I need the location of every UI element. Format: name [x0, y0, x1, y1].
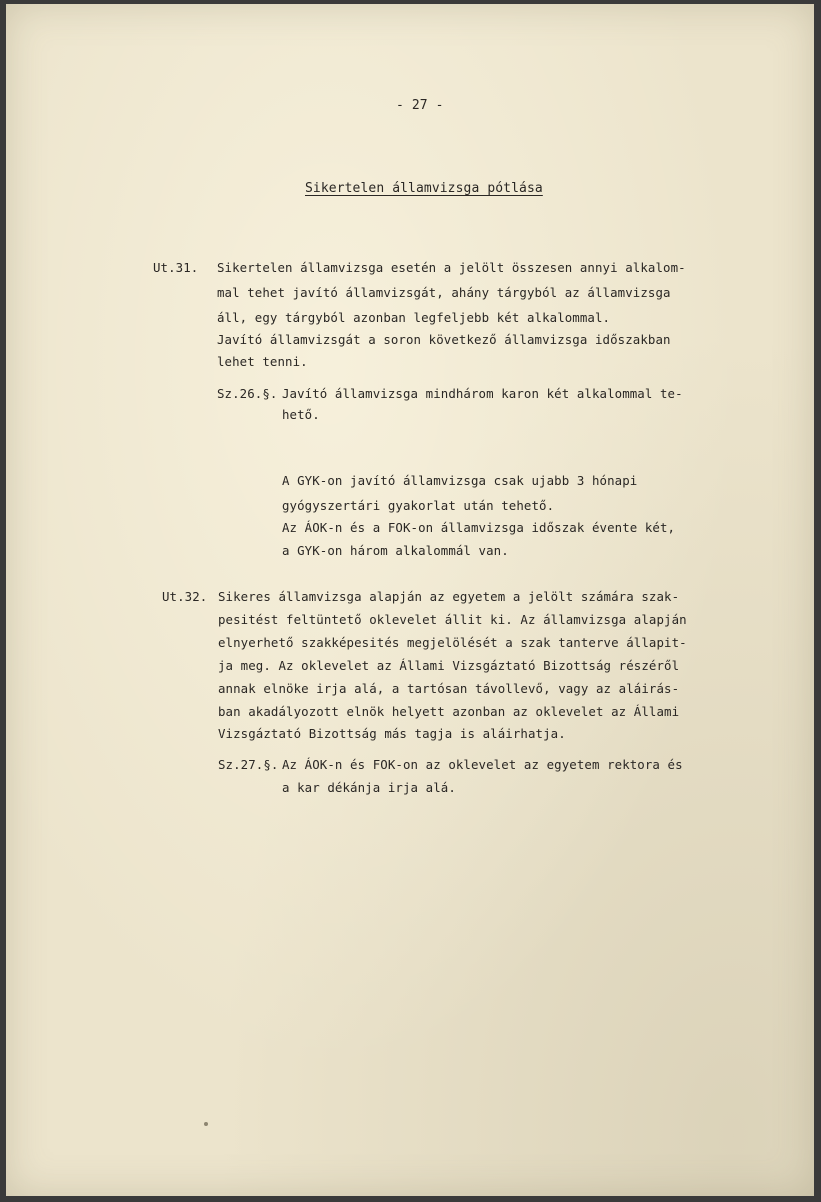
- paragraph-line: Sikertelen államvizsga esetén a jelölt összesen annyi alkalom-: [217, 260, 686, 275]
- paragraph-line: a kar dékánja irja alá.: [282, 780, 456, 795]
- paragraph-line: mal tehet javító államvizsgát, ahány tárgyból az államvizsga: [217, 285, 671, 300]
- section-ref-sz26: Sz.26.§.: [217, 386, 278, 401]
- document-page: [6, 4, 814, 1196]
- ink-speck: [204, 1122, 208, 1126]
- note-line: gyógyszertári gyakorlat után tehető.: [282, 498, 555, 513]
- page-title: Sikertelen államvizsga pótlása: [305, 181, 543, 196]
- paragraph-line: Sikeres államvizsga alapján az egyetem a jelölt számára szak-: [218, 589, 680, 604]
- paragraph-line: lehet tenni.: [217, 354, 308, 369]
- paragraph-line: Javító államvizsgát a soron következő államvizsga időszakban: [217, 332, 671, 347]
- paragraph-line: Az ÁOK-n és FOK-on az oklevelet az egyetem rektora és: [282, 757, 683, 772]
- paragraph-line: annak elnöke irja alá, a tartósan távollevő, vagy az aláirás-: [218, 681, 680, 696]
- section-ref-ut31: Ut.31.: [153, 260, 199, 275]
- note-line: Az ÁOK-n és a FOK-on államvizsga időszak évente két,: [282, 520, 676, 535]
- section-ref-ut32: Ut.32.: [162, 589, 208, 604]
- note-line: a GYK-on három alkalommál van.: [282, 543, 509, 558]
- paragraph-line: elnyerhető szakképesités megjelölését a szak tanterve állapit-: [218, 635, 687, 650]
- paragraph-line: pesitést feltüntető oklevelet állit ki. Az államvizsga alapján: [218, 612, 687, 627]
- paragraph-line: ban akadályozott elnök helyett azonban az oklevelet az Állami: [218, 704, 680, 719]
- paragraph-line: ja meg. Az oklevelet az Állami Vizsgáztató Bizottság részéről: [218, 658, 680, 673]
- note-line: A GYK-on javító államvizsga csak ujabb 3 hónapi: [282, 473, 638, 488]
- page-number: - 27 -: [396, 98, 444, 113]
- paragraph-line: áll, egy tárgyból azonban legfeljebb két alkalommal.: [217, 310, 611, 325]
- paragraph-line: Javító államvizsga mindhárom karon két alkalommal te-: [282, 386, 683, 401]
- paragraph-line: Vizsgáztató Bizottság más tagja is aláirhatja.: [218, 726, 566, 741]
- section-ref-sz27: Sz.27.§.: [218, 757, 279, 772]
- paragraph-line: hető.: [282, 407, 320, 422]
